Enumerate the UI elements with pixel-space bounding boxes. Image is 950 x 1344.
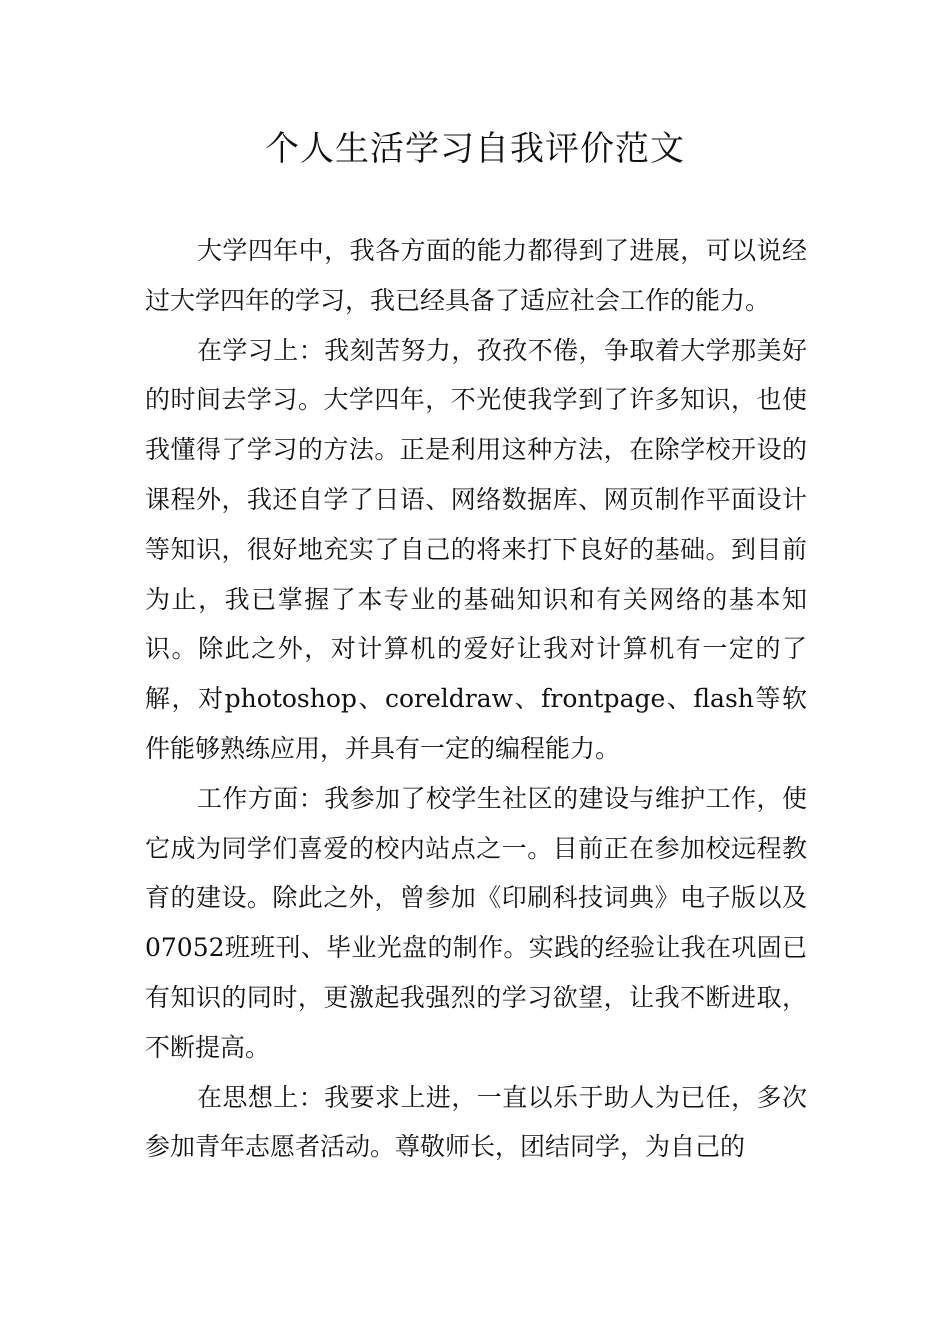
document-body xyxy=(145,226,807,1173)
paragraph-thought: 在思想上：我要求上进，一直以乐于助人为已任，多次参加青年志愿者活动。尊敬师长，团结同学，为自己的 xyxy=(145,1082,807,1162)
document-title: 个人生活学习自我评价范文 xyxy=(265,129,685,169)
paragraph-study: 在学习上：我刻苦努力，孜孜不倦，争取着大学那美好的时间去学习。大学四年，不光使我学到了许多知识，也使我懂得了学习的方法。正是利用这种方法，在除学校开设的课程外，我还自学了日语、网络数据库、网页制作平面设计等知识，很好地充实了自己的将来打下良好的基础。到目前为止，我已掌握了本专业的基础知识和有关网络的基本知识。除此之外，对计算机的爱好让我对计算机有一定的了解，对photoshop、coreldraw、frontpage、flash等软件能够熟练应用，并具有一定的编程能力。 xyxy=(145,335,807,763)
paragraph-intro: 大学四年中，我各方面的能力都得到了进展，可以说经过大学四年的学习，我已经具备了适应社会工作的能力。 xyxy=(145,236,807,315)
paragraph-work: 工作方面：我参加了校学生社区的建设与维护工作，使它成为同学们喜爱的校内站点之一。目前正在参加校远程教育的建设。除此之外，曾参加《印刷科技词典》电子版以及07052班班刊、毕业光盘的制作。实践的经验让我在巩固已有知识的同时，更激起我强烈的学习欲望，让我不断进取，不断提高。 xyxy=(145,783,807,1062)
